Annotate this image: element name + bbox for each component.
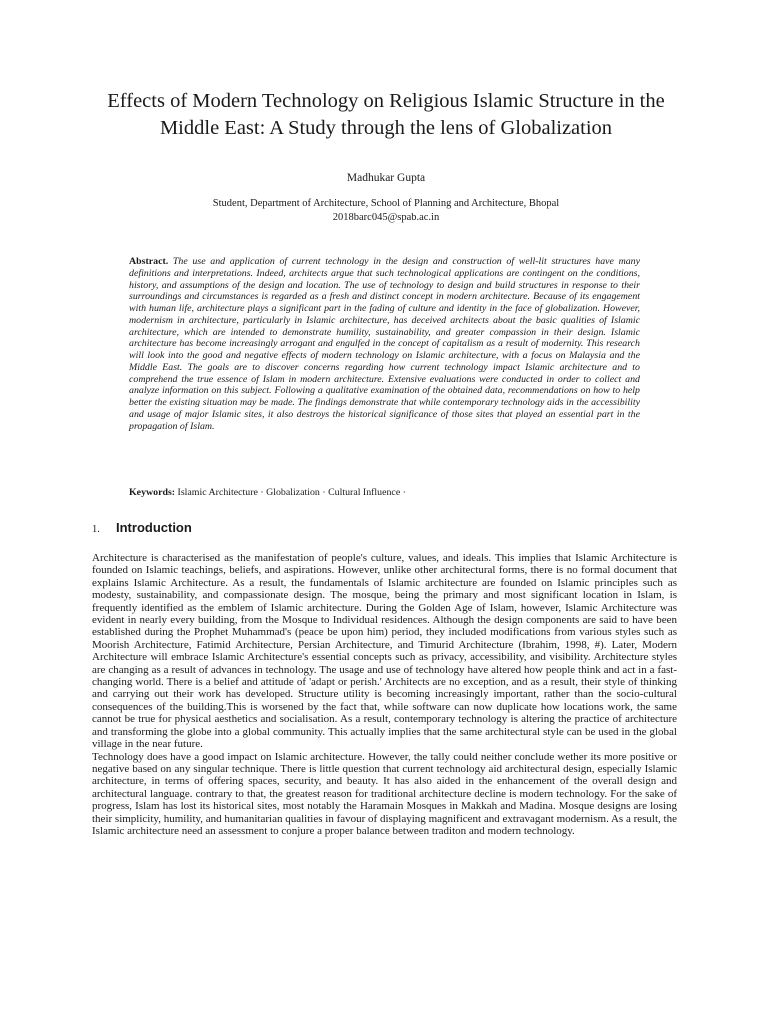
- paper-title: Effects of Modern Technology on Religious Islamic Structure in the Middle East: A Study through the lens of Globalization: [107, 90, 665, 139]
- abstract-label: Abstract.: [129, 256, 169, 267]
- body-paragraph: Architecture is characterised as the manifestation of people's culture, values, and ideals. This implies that Islamic Architecture is founded on Islamic teachings, beliefs, and aspirations. However, unlike other architectural forms, there is no formal document that explains Islamic Architecture. As a result, the fundamentals of Islamic architecture are founded on Islamic principles such as modesty, sustainability, and compassionate design. The mosque, being the primary and most significant location in Islam, is frequently identified as the emblem of Islamic architecture. During the Golden Age of Islam, however, Islamic Architecture was evident in nearly every building, from the Mosque to Individual residences. Although the design components are said to have been established during the Prophet Muhammad's (peace be upon him) period, they included modifications from various styles such as Moorish Architecture, Fatimid Architecture, Persian Architecture, and Timurid Architecture (Ibrahim, 1998, #). Later, Modern Architecture will embrace Islamic Architecture's essential concepts such as privacy, accessibility, and visibility. Architecture styles are changing as a result of advances in technology. The usage and use of technology have altered how people think and act in a fast-changing world. There is a belief and attitude of 'adapt or perish.' Architects are no exception, and as a result, their style of thinking and carrying out their work has developed. Structure utility is becoming increasingly important, rather than the socio-cultural consequences of the building.This is worsened by the fact that, while software can now duplicate how locations work, the same cannot be true for physical aesthetics and socialisation. As a result, contemporary technology is altering the practice of architecture and transforming the globe into a global community. This actually implies that the same architectural style can be used in the global village in the near future.: [92, 552, 677, 751]
- section-heading: [92, 520, 652, 538]
- author-name: Madhukar Gupta: [346, 172, 426, 184]
- section-number: 1.: [92, 524, 100, 535]
- keywords: [129, 487, 640, 499]
- abstract-text: The use and application of current technology in the design and construction of well-lit structures have many definitions and interpretations. Indeed, architects argue that such technological applications are contingent on the conditions, history, and assumptions of the design and location. The use of technology to design and build structures in response to their surroundings and circumstances is regarded as a fresh and distinct concept in modern architecture. Because of its engagement with human life, architecture plays a significant part in the fading of culture and identity in the face of globalization. However, modernism in architecture, particularly in Islamic architecture, has deceived architects about the basic qualities of Islamic architecture, which are intended to demonstrate humility, sustainability, and greater compassion in their design. Islamic architecture has become increasingly arrogant and engulfed in the concept of capitalism as a result of modernity. This research will look into the good and negative effects of modern technology on Islamic architecture, with a focus on Malaysia and the Middle East. The goals are to discover concerns regarding how current technology impact Islamic architecture and to comprehend the true essence of Islam in modern architecture. Extensive evaluations were conducted in order to collect and analyze information on this subject. Following a qualitative examination of the obtained data, recommendations on how to help better the existing situation may be made. The findings demonstrate that while contemporary technology aids in the accessibility and usage of major Islamic sites, it also destroys the historical significance of those sites that played an essential part in the propagation of Islam.: [129, 256, 640, 432]
- author-affiliation: Student, Department of Architecture, School of Planning and Architecture, Bhopal: [212, 198, 560, 209]
- section-title: Introduction: [116, 520, 192, 535]
- keywords-label: Keywords:: [129, 487, 176, 498]
- keywords-text: Islamic Architecture · Globalization · Cultural Influence ·: [175, 487, 406, 498]
- author-affiliation-block: [96, 197, 676, 224]
- body-paragraph: Technology does have a good impact on Islamic architecture. However, the tally could neither conclude wether its more positive or negative based on any singular technique. There is little question that current technology aid architectural design, especially Islamic architecture, in terms of offering spaces, security, and beauty. It has also aided in the enhancement of the overall design and architectural language. contrary to that, the greatest reason for traditional architecture decline is modern technology. For the sake of progress, Islam has lost its historical sites, most notably the Haramain Mosques in Makkah and Madina. Mosque designs are losing their simplicity, humility, and humanitarian qualities in favour of displaying magnificent and extravagant modernism. As a result, the Islamic architecture need an assessment to conjure a proper balance between traditon and modern technology.: [92, 750, 677, 837]
- author-email: 2018barc045@spab.ac.in: [332, 211, 440, 223]
- section-body: [92, 552, 677, 837]
- abstract: [129, 256, 640, 432]
